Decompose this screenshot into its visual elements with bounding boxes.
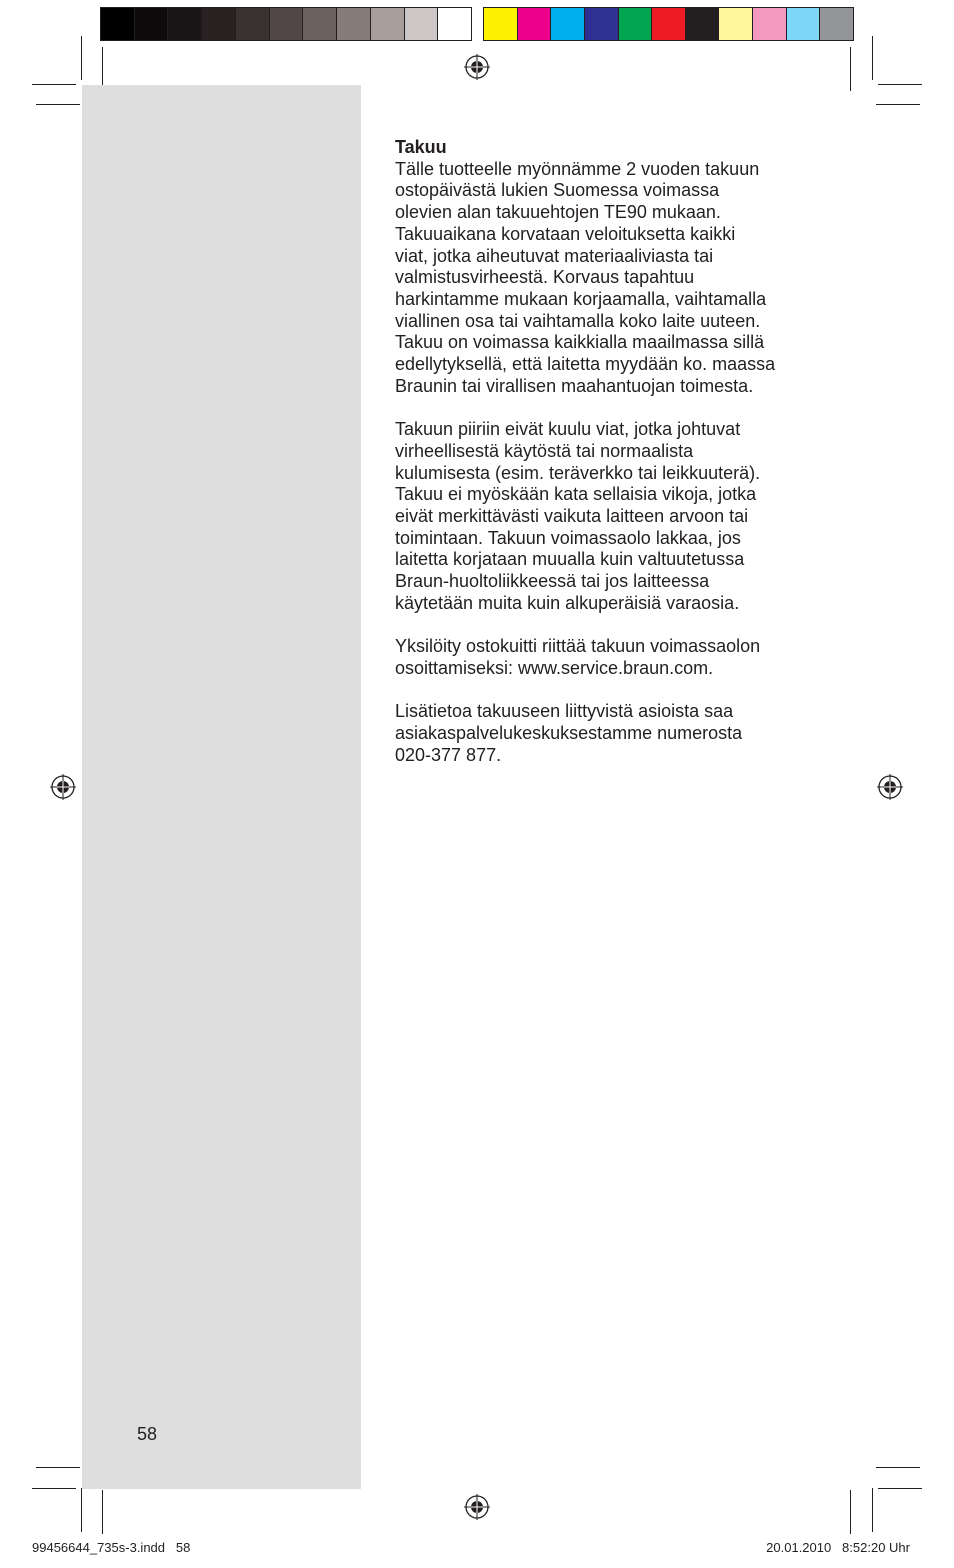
crop-mark [876, 1467, 920, 1468]
registration-crosshair-icon [464, 1494, 490, 1520]
paragraph: Yksilöity ostokuitti riittää takuun voimassaolon osoittamiseksi: www.service.braun.com. [395, 636, 761, 678]
color-swatch [405, 8, 439, 40]
registration-crosshair-icon [464, 54, 490, 80]
crop-mark [32, 84, 76, 85]
section-heading: Takuu [395, 137, 447, 157]
color-swatch [438, 8, 471, 40]
crop-mark [850, 47, 851, 91]
crop-mark [872, 36, 873, 80]
crop-mark [36, 104, 80, 105]
color-swatch [753, 8, 787, 40]
crop-mark [81, 1488, 82, 1532]
color-swatch [236, 8, 270, 40]
crop-mark [876, 104, 920, 105]
color-swatch [820, 8, 853, 40]
color-swatch [135, 8, 169, 40]
timestamp-slug: 20.01.2010 8:52:20 Uhr [766, 1540, 910, 1555]
color-swatch [337, 8, 371, 40]
color-swatch [619, 8, 653, 40]
registration-crosshair-icon [50, 774, 76, 800]
color-swatch [202, 8, 236, 40]
color-swatch [270, 8, 304, 40]
file-slug: 99456644_735s-3.indd 58 [32, 1540, 191, 1555]
color-swatch [686, 8, 720, 40]
crop-mark [81, 36, 82, 80]
paragraph: Tälle tuotteelle myönnämme 2 vuoden takuun ostopäivästä lukien Suomessa voimassa olevien alan takuuehtojen TE90 mukaan. Takuuaikana korvataan veloituksetta kaikki viat, jotka aiheutuvat materiaaliviasta tai valmistusvirheestä. Korvaus tapahtuu harkintamme mukaan korjaamalla, vaihtamalla viallinen osa tai vaihtamalla koko laite uuteen. Takuu on voimassa kaikkialla maailmassa sillä edellytyksellä, että laitetta myydään ko. maassa Braunin tai virallisen maahantuojan toimesta. [395, 158, 776, 396]
color-swatch [484, 8, 518, 40]
crop-mark [32, 1488, 76, 1489]
color-swatch [551, 8, 585, 40]
color-swatch [303, 8, 337, 40]
color-swatch [168, 8, 202, 40]
paragraph: Takuun piiriin eivät kuulu viat, jotka johtuvat virheellisestä käytöstä tai normaalista kulumisesta (esim. teräverkko tai leikkuuterä). Takuu ei myöskään kata sellaisia vikoja, jotka eivät merkittävästi vaikuta laitteen arvoon tai toimintaan. Takuun voimassaolo lakkaa, jos laitetta korjataan muualla kuin valtuutetussa Braun-huoltoliikkeessä tai jos laitteessa käytetään muita kuin alkuperäisiä varaosia. [395, 419, 761, 613]
crop-mark [850, 1490, 851, 1534]
crop-mark [878, 84, 922, 85]
color-swatch [652, 8, 686, 40]
crop-mark [872, 1488, 873, 1532]
color-swatch [101, 8, 135, 40]
registration-crosshair-icon [877, 774, 903, 800]
grayscale-color-bar [100, 7, 472, 41]
color-swatch [585, 8, 619, 40]
crop-mark [36, 1467, 80, 1468]
color-swatch [719, 8, 753, 40]
warranty-text-block [395, 137, 815, 788]
color-swatch [371, 8, 405, 40]
paragraph: Lisätietoa takuuseen liittyvistä asioista saa asiakaspalvelukeskuksestamme numerosta 020-377 877. [395, 701, 743, 765]
crop-mark [102, 1490, 103, 1534]
side-panel [82, 85, 361, 1489]
crop-mark [878, 1488, 922, 1489]
process-color-bar [483, 7, 854, 41]
page-number: 58 [137, 1424, 158, 1444]
color-swatch [518, 8, 552, 40]
color-swatch [787, 8, 821, 40]
